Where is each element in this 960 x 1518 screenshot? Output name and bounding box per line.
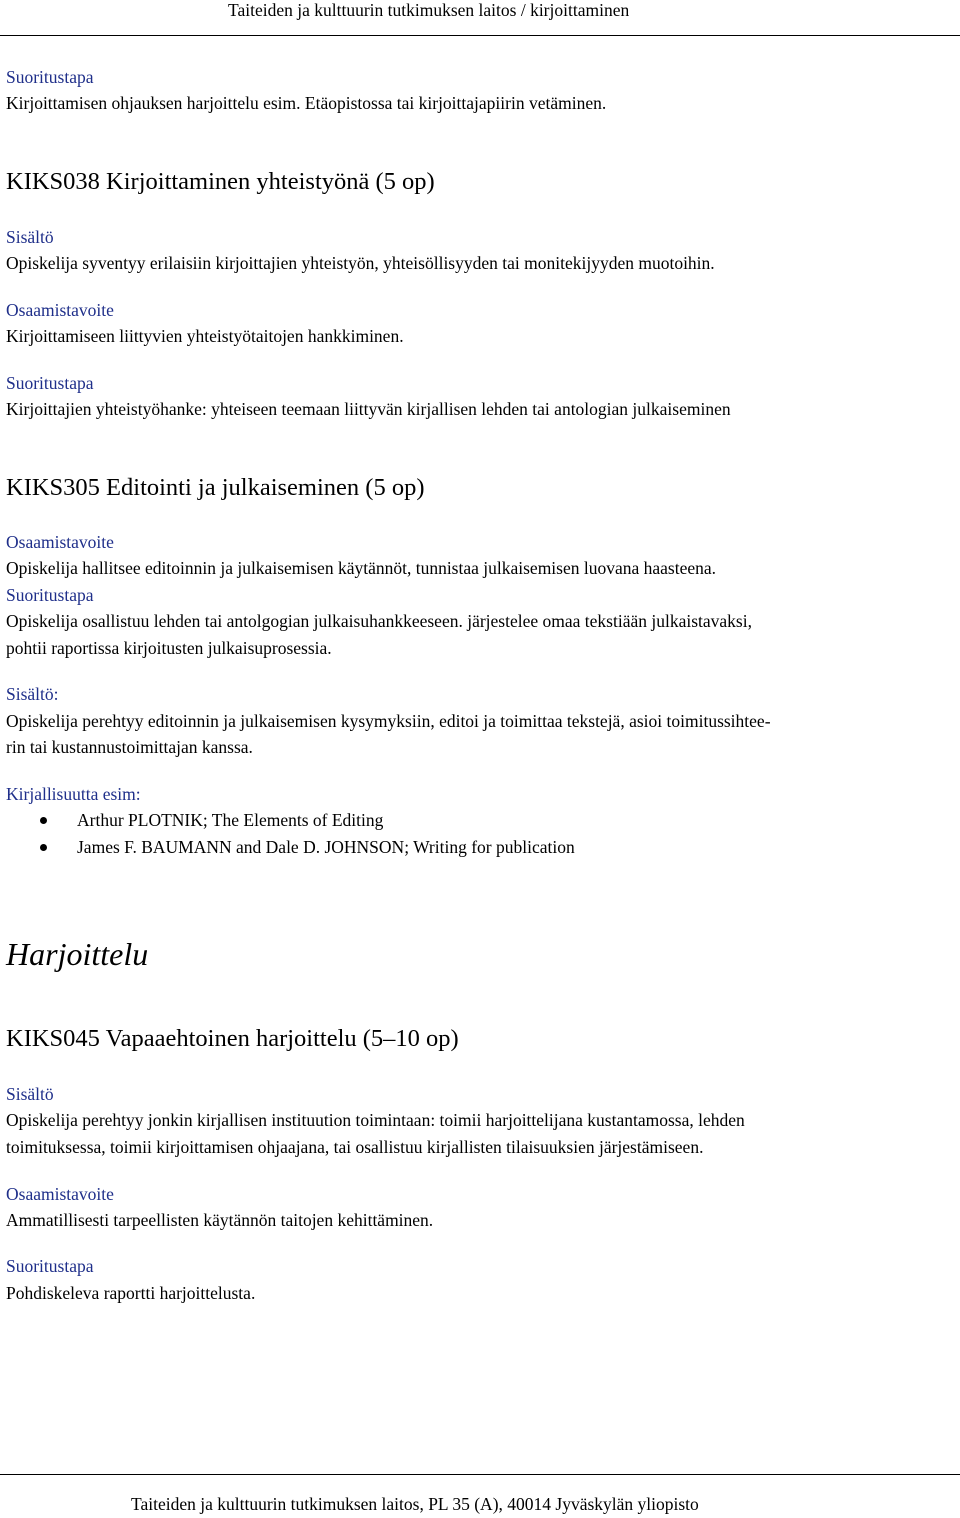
kiks038-sisalto-text: Opiskelija syventyy erilaisiin kirjoittajien yhteistyön, yhteisöllisyyden tai monitekijyyden muotoihin. [6,253,715,273]
kiks038-suoritustapa-text: Kirjoittajien yhteistyöhanke: yhteiseen teemaan liittyvän kirjallisen lehden tai antologian julkaiseminen [6,399,731,419]
course-title-kiks045: KIKS045 Vapaaehtoinen harjoittelu (5–10 op) [6,1025,459,1052]
book-title: Arthur PLOTNIK; The Elements of Editing [77,810,384,830]
list-item [0,807,575,834]
header-divider [0,35,960,36]
page-footer-address: Taiteiden ja kulttuurin tutkimuksen laitos, PL 35 (A), 40014 Jyväskylän yliopisto [131,1494,699,1514]
kiks305-suoritustapa-label: Suoritustapa [6,585,94,605]
kiks305-suoritustapa-line2: pohtii raportissa kirjoitusten julkaisuprosessia. [6,638,332,658]
kiks045-sisalto-line2: toimituksessa, toimii kirjoittamisen ohjaajana, tai osallistuu kirjallisten tilaisuuksien järjestämiseen. [6,1137,704,1157]
kiks045-sisalto-label: Sisältö [6,1084,54,1104]
kiks038-osaamistavoite-text: Kirjoittamiseen liittyvien yhteistyötaitojen hankkiminen. [6,326,404,346]
literature-list [0,807,575,861]
kiks045-suoritustapa-text: Pohdiskeleva raportti harjoittelusta. [6,1283,256,1303]
kiks038-sisalto-label: Sisältö [6,227,54,247]
bullet-icon [40,817,47,824]
section-heading-harjoittelu: Harjoittelu [6,936,149,972]
course-title-kiks038: KIKS038 Kirjoittaminen yhteistyönä (5 op) [6,168,435,195]
kiks305-sisalto-label: Sisältö: [6,684,59,704]
page-header-title: Taiteiden ja kulttuurin tutkimuksen laitos / kirjoittaminen [228,0,630,20]
kiks038-osaamistavoite-label: Osaamistavoite [6,300,114,320]
intro-suoritustapa-text: Kirjoittamisen ohjauksen harjoittelu esim. Etäopistossa tai kirjoittajapiirin vetäminen. [6,93,607,113]
course-title-kiks305: KIKS305 Editointi ja julkaiseminen (5 op) [6,474,425,501]
kiks045-suoritustapa-label: Suoritustapa [6,1256,94,1276]
kiks305-osaamistavoite-text: Opiskelija hallitsee editoinnin ja julkaisemisen käytännöt, tunnistaa julkaisemisen luovana haasteena. [6,558,717,578]
kiks305-sisalto-line1: Opiskelija perehtyy editoinnin ja julkaisemisen kysymyksiin, editoi ja toimittaa tekstejä, asioi toimitussihtee- [6,711,771,731]
kiks045-sisalto-line1: Opiskelija perehtyy jonkin kirjallisen instituution toimintaan: toimii harjoittelijana kustantamossa, lehden [6,1110,745,1130]
kiks045-osaamistavoite-label: Osaamistavoite [6,1184,114,1204]
kiks305-kirjallisuutta-label: Kirjallisuutta esim: [6,784,141,804]
kiks045-osaamistavoite-text: Ammatillisesti tarpeellisten käytännön taitojen kehittäminen. [6,1210,434,1230]
footer-divider [0,1474,960,1475]
kiks305-sisalto-line2: rin tai kustannustoimittajan kanssa. [6,737,253,757]
kiks305-suoritustapa-line1: Opiskelija osallistuu lehden tai antolgogian julkaisuhankkeeseen. järjestelee omaa tekstiään julkaistavaksi, [6,611,752,631]
list-item [0,834,575,861]
kiks038-suoritustapa-label: Suoritustapa [6,373,94,393]
bullet-icon [40,844,47,851]
intro-suoritustapa-label: Suoritustapa [6,67,94,87]
kiks305-osaamistavoite-label: Osaamistavoite [6,532,114,552]
book-title: James F. BAUMANN and Dale D. JOHNSON; Writing for publication [77,837,575,857]
